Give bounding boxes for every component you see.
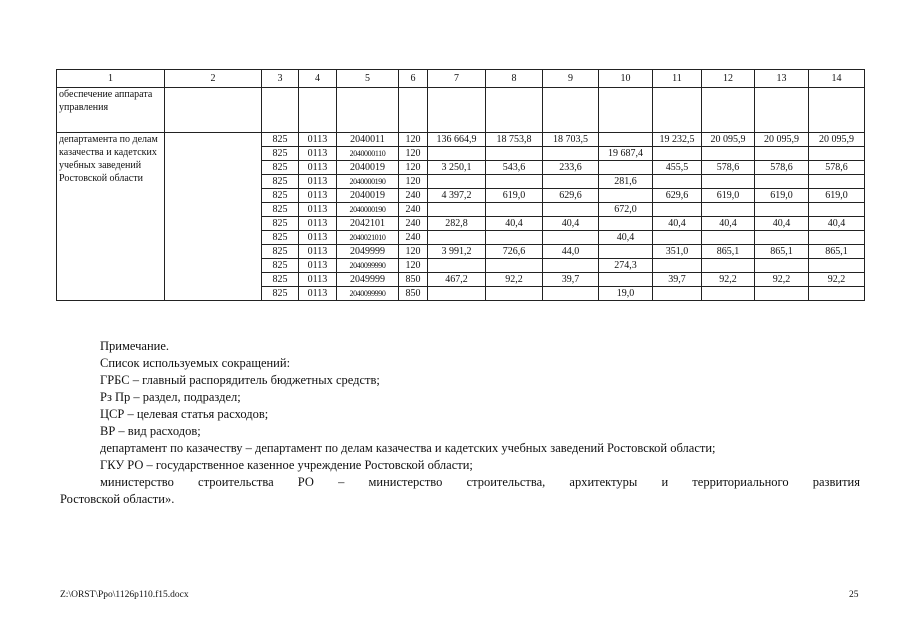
- table-cell: [755, 231, 809, 245]
- table-cell: 2040021010: [337, 231, 399, 245]
- table-cell: 865,1: [755, 245, 809, 259]
- table-cell: 240: [399, 217, 428, 231]
- table-cell: [543, 259, 599, 273]
- table-cell: 825: [262, 259, 299, 273]
- table-cell: [653, 147, 702, 161]
- table-cell: 0113: [299, 273, 337, 287]
- table-cell: [428, 147, 486, 161]
- table-cell: [755, 175, 809, 189]
- table-cell: [653, 287, 702, 301]
- column-header: 7: [428, 70, 486, 88]
- table-cell: 39,7: [543, 273, 599, 287]
- table-cell: 0113: [299, 259, 337, 273]
- table-cell: 2040019: [337, 189, 399, 203]
- table-cell: 19 687,4: [599, 147, 653, 161]
- table-cell: 825: [262, 175, 299, 189]
- table-cell: 240: [399, 231, 428, 245]
- table-cell: [702, 88, 755, 133]
- column-header: 12: [702, 70, 755, 88]
- table-cell: [755, 147, 809, 161]
- footer-file-path: Z:\ORST\Ppo\1126p110.f15.docx: [60, 590, 189, 600]
- table-cell: 0113: [299, 189, 337, 203]
- abbrev-item: ЦСР – целевая статья расходов;: [100, 407, 269, 421]
- table-cell: 619,0: [809, 189, 865, 203]
- table-cell: 40,4: [653, 217, 702, 231]
- table-cell: 619,0: [755, 189, 809, 203]
- table-cell: 136 664,9: [428, 133, 486, 147]
- table-cell: [755, 203, 809, 217]
- table-cell: 543,6: [486, 161, 543, 175]
- table-cell: [486, 88, 543, 133]
- table-cell: 850: [399, 287, 428, 301]
- column-header: 5: [337, 70, 399, 88]
- table-cell: 120: [399, 133, 428, 147]
- table-cell: [486, 175, 543, 189]
- table-cell: 40,4: [543, 217, 599, 231]
- notes-title: Примечание.: [100, 339, 170, 353]
- column-header: 1: [57, 70, 165, 88]
- table-cell: 865,1: [702, 245, 755, 259]
- table-cell: 240: [399, 203, 428, 217]
- table-cell: 2049999: [337, 245, 399, 259]
- table-cell: [653, 203, 702, 217]
- table-cell: [428, 175, 486, 189]
- table-cell: [702, 203, 755, 217]
- table-cell: 0113: [299, 217, 337, 231]
- table-cell: [755, 287, 809, 301]
- table-cell: 619,0: [486, 189, 543, 203]
- table-cell: 92,2: [755, 273, 809, 287]
- abbrev-item: ГКУ РО – государственное казенное учреждение Ростовской области;: [100, 458, 473, 472]
- table-cell: [809, 147, 865, 161]
- department-cell: департамента по делам казачества и кадетских учебных заведений Ростовской области: [57, 133, 165, 301]
- table-cell: 40,4: [809, 217, 865, 231]
- table-cell: [599, 273, 653, 287]
- table-cell: 0113: [299, 133, 337, 147]
- column-header: 8: [486, 70, 543, 88]
- table-cell: [809, 259, 865, 273]
- table-cell: 2040099990: [337, 287, 399, 301]
- table-cell: 120: [399, 147, 428, 161]
- abbrev-item-last-line1: министерство строительства РО – министерство строительства, архитектуры и территориального развития: [100, 475, 860, 489]
- table-cell: 825: [262, 161, 299, 175]
- column-header: 3: [262, 70, 299, 88]
- table-cell: [653, 259, 702, 273]
- table-cell: [543, 175, 599, 189]
- table-cell: 2049999: [337, 273, 399, 287]
- table-cell: 274,3: [599, 259, 653, 273]
- abbrev-item: департамент по казачеству – департамент по делам казачества и кадетских учебных заведений Ростовской области;: [100, 441, 716, 455]
- table-cell: [486, 203, 543, 217]
- row-name-cell: обеспечение аппарата управления: [57, 88, 165, 133]
- table-cell: 0113: [299, 203, 337, 217]
- column-header: 9: [543, 70, 599, 88]
- table-cell: 281,6: [599, 175, 653, 189]
- table-cell: [702, 287, 755, 301]
- table-cell: 19,0: [599, 287, 653, 301]
- table-cell: 825: [262, 189, 299, 203]
- table-cell: 92,2: [809, 273, 865, 287]
- column-header: 11: [653, 70, 702, 88]
- table-cell: 240: [399, 189, 428, 203]
- table-cell: [543, 147, 599, 161]
- table-cell: 850: [399, 273, 428, 287]
- table-cell: 825: [262, 147, 299, 161]
- table-cell: [809, 175, 865, 189]
- table-cell: 2040000190: [337, 203, 399, 217]
- table-cell: 92,2: [486, 273, 543, 287]
- table-cell: [599, 245, 653, 259]
- column-header: 4: [299, 70, 337, 88]
- table-cell: 672,0: [599, 203, 653, 217]
- table-cell: [653, 231, 702, 245]
- table-row: [57, 88, 865, 133]
- table-cell: 18 703,5: [543, 133, 599, 147]
- table-cell: [702, 147, 755, 161]
- table-cell: [809, 287, 865, 301]
- table-cell: [337, 88, 399, 133]
- table-cell: [428, 88, 486, 133]
- table-cell: 0113: [299, 287, 337, 301]
- table-cell: 120: [399, 259, 428, 273]
- table-cell: 0113: [299, 147, 337, 161]
- table-cell: 726,6: [486, 245, 543, 259]
- table-cell: [599, 161, 653, 175]
- table-cell: 825: [262, 231, 299, 245]
- table-cell: 20 095,9: [755, 133, 809, 147]
- table-cell: 39,7: [653, 273, 702, 287]
- table-cell: 44,0: [543, 245, 599, 259]
- table-cell: [599, 217, 653, 231]
- table-cell: 2040011: [337, 133, 399, 147]
- table-cell: [428, 287, 486, 301]
- table-cell: 120: [399, 175, 428, 189]
- table-row: [57, 133, 865, 147]
- table-cell: 233,6: [543, 161, 599, 175]
- footer-page-number: 25: [849, 590, 859, 600]
- table-cell: 40,4: [599, 231, 653, 245]
- table-cell: 351,0: [653, 245, 702, 259]
- table-cell: 629,6: [543, 189, 599, 203]
- column-header: 6: [399, 70, 428, 88]
- table-cell: [428, 231, 486, 245]
- table-cell: 2040019: [337, 161, 399, 175]
- table-cell: 467,2: [428, 273, 486, 287]
- table-cell: [653, 175, 702, 189]
- table-cell: 578,6: [809, 161, 865, 175]
- abbrev-item: ГРБС – главный распорядитель бюджетных средств;: [100, 373, 380, 387]
- table-cell: 2042101: [337, 217, 399, 231]
- table-cell: [486, 231, 543, 245]
- table-cell: [543, 203, 599, 217]
- table-cell: 19 232,5: [653, 133, 702, 147]
- column-header: 2: [165, 70, 262, 88]
- table-cell: [428, 259, 486, 273]
- table-cell: 0113: [299, 161, 337, 175]
- table-cell: [599, 133, 653, 147]
- table-cell: 282,8: [428, 217, 486, 231]
- table-cell: [653, 88, 702, 133]
- table-cell: [702, 231, 755, 245]
- table-cell: 865,1: [809, 245, 865, 259]
- table-header-row: [57, 70, 865, 88]
- table-cell: [486, 147, 543, 161]
- table-cell: 40,4: [702, 217, 755, 231]
- column-header: 14: [809, 70, 865, 88]
- table-cell: 3 250,1: [428, 161, 486, 175]
- table-cell: 92,2: [702, 273, 755, 287]
- column-header: 10: [599, 70, 653, 88]
- table-cell: 619,0: [702, 189, 755, 203]
- budget-table: [56, 69, 865, 301]
- table-cell: 3 991,2: [428, 245, 486, 259]
- table-cell: 825: [262, 273, 299, 287]
- table-cell: [702, 175, 755, 189]
- table-cell: [299, 88, 337, 133]
- table-cell: 629,6: [653, 189, 702, 203]
- table-cell: 825: [262, 217, 299, 231]
- table-cell: [165, 88, 262, 133]
- table-cell: [755, 88, 809, 133]
- table-cell: 120: [399, 161, 428, 175]
- col2-cell: [165, 133, 262, 301]
- table-cell: 578,6: [702, 161, 755, 175]
- abbrev-item-last-line2: Ростовской области».: [60, 492, 175, 506]
- table-cell: [543, 231, 599, 245]
- table-cell: 18 753,8: [486, 133, 543, 147]
- table-cell: 20 095,9: [809, 133, 865, 147]
- table-cell: 0113: [299, 175, 337, 189]
- table-cell: 40,4: [486, 217, 543, 231]
- table-cell: 2040000110: [337, 147, 399, 161]
- table-cell: [428, 203, 486, 217]
- table-cell: [809, 231, 865, 245]
- table-cell: [486, 287, 543, 301]
- table-cell: [599, 88, 653, 133]
- table-cell: [599, 189, 653, 203]
- table-cell: 825: [262, 203, 299, 217]
- table-cell: [809, 88, 865, 133]
- notes-section: [60, 338, 860, 508]
- table-cell: 2040000190: [337, 175, 399, 189]
- table-cell: [755, 259, 809, 273]
- table-cell: 0113: [299, 231, 337, 245]
- table-cell: [543, 287, 599, 301]
- table-cell: 20 095,9: [702, 133, 755, 147]
- table-cell: 825: [262, 245, 299, 259]
- table-cell: 4 397,2: [428, 189, 486, 203]
- abbrev-item: ВР – вид расходов;: [100, 424, 201, 438]
- table-cell: 40,4: [755, 217, 809, 231]
- table-cell: 578,6: [755, 161, 809, 175]
- abbrev-item: Рз Пр – раздел, подраздел;: [100, 390, 241, 404]
- table-cell: [702, 259, 755, 273]
- abbrev-list-title: Список используемых сокращений:: [100, 356, 291, 370]
- table-cell: [486, 259, 543, 273]
- table-cell: 0113: [299, 245, 337, 259]
- table-cell: [809, 203, 865, 217]
- table-cell: 455,5: [653, 161, 702, 175]
- table-cell: [543, 88, 599, 133]
- table-cell: 2040099990: [337, 259, 399, 273]
- table-cell: [262, 88, 299, 133]
- table-cell: 825: [262, 133, 299, 147]
- table-cell: 825: [262, 287, 299, 301]
- table-cell: 120: [399, 245, 428, 259]
- table-cell: [399, 88, 428, 133]
- column-header: 13: [755, 70, 809, 88]
